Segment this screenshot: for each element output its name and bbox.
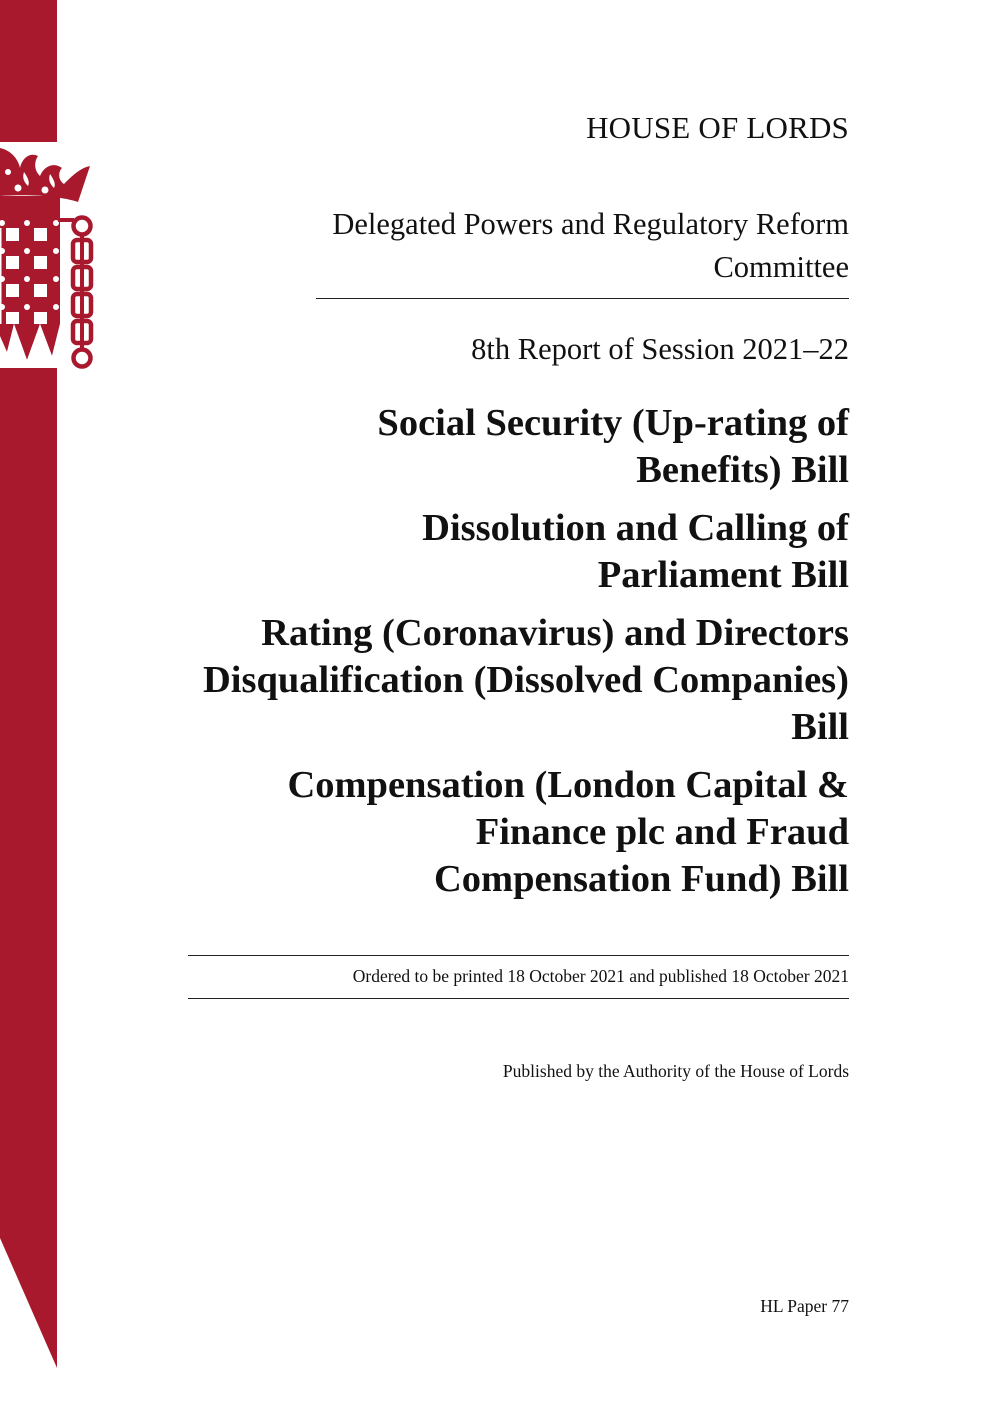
portcullis-crest-icon [0, 148, 91, 368]
divider-rule-upper [188, 955, 849, 956]
institution-name: HOUSE OF LORDS [586, 110, 849, 145]
ordered-printed-line: Ordered to be printed 18 October 2021 and published 18 October 2021 [352, 966, 849, 986]
divider-rule-lower [188, 998, 849, 999]
committee-name-line-2: Committee [713, 250, 849, 284]
committee-name-line-1: Delegated Powers and Regulatory Reform [332, 207, 849, 241]
bill-titles [129, 400, 849, 914]
divider-rule-top [316, 298, 849, 299]
bill-title: Compensation (London Capital & Finance plc and Fraud Compensation Fund) Bill [287, 764, 849, 900]
bill-title: Dissolution and Calling of Parliament Bill [422, 507, 849, 596]
bill-title: Rating (Coronavirus) and Directors Disqualification (Dissolved Companies) Bill [202, 612, 849, 748]
red-sidebar-band [0, 0, 57, 1401]
paper-number: HL Paper 77 [760, 1296, 849, 1316]
report-session: 8th Report of Session 2021–22 [471, 332, 849, 366]
committee-name [229, 203, 849, 289]
published-by-line: Published by the Authority of the House of Lords [502, 1061, 849, 1081]
bill-title: Social Security (Up-rating of Benefits) Bill [377, 402, 849, 491]
